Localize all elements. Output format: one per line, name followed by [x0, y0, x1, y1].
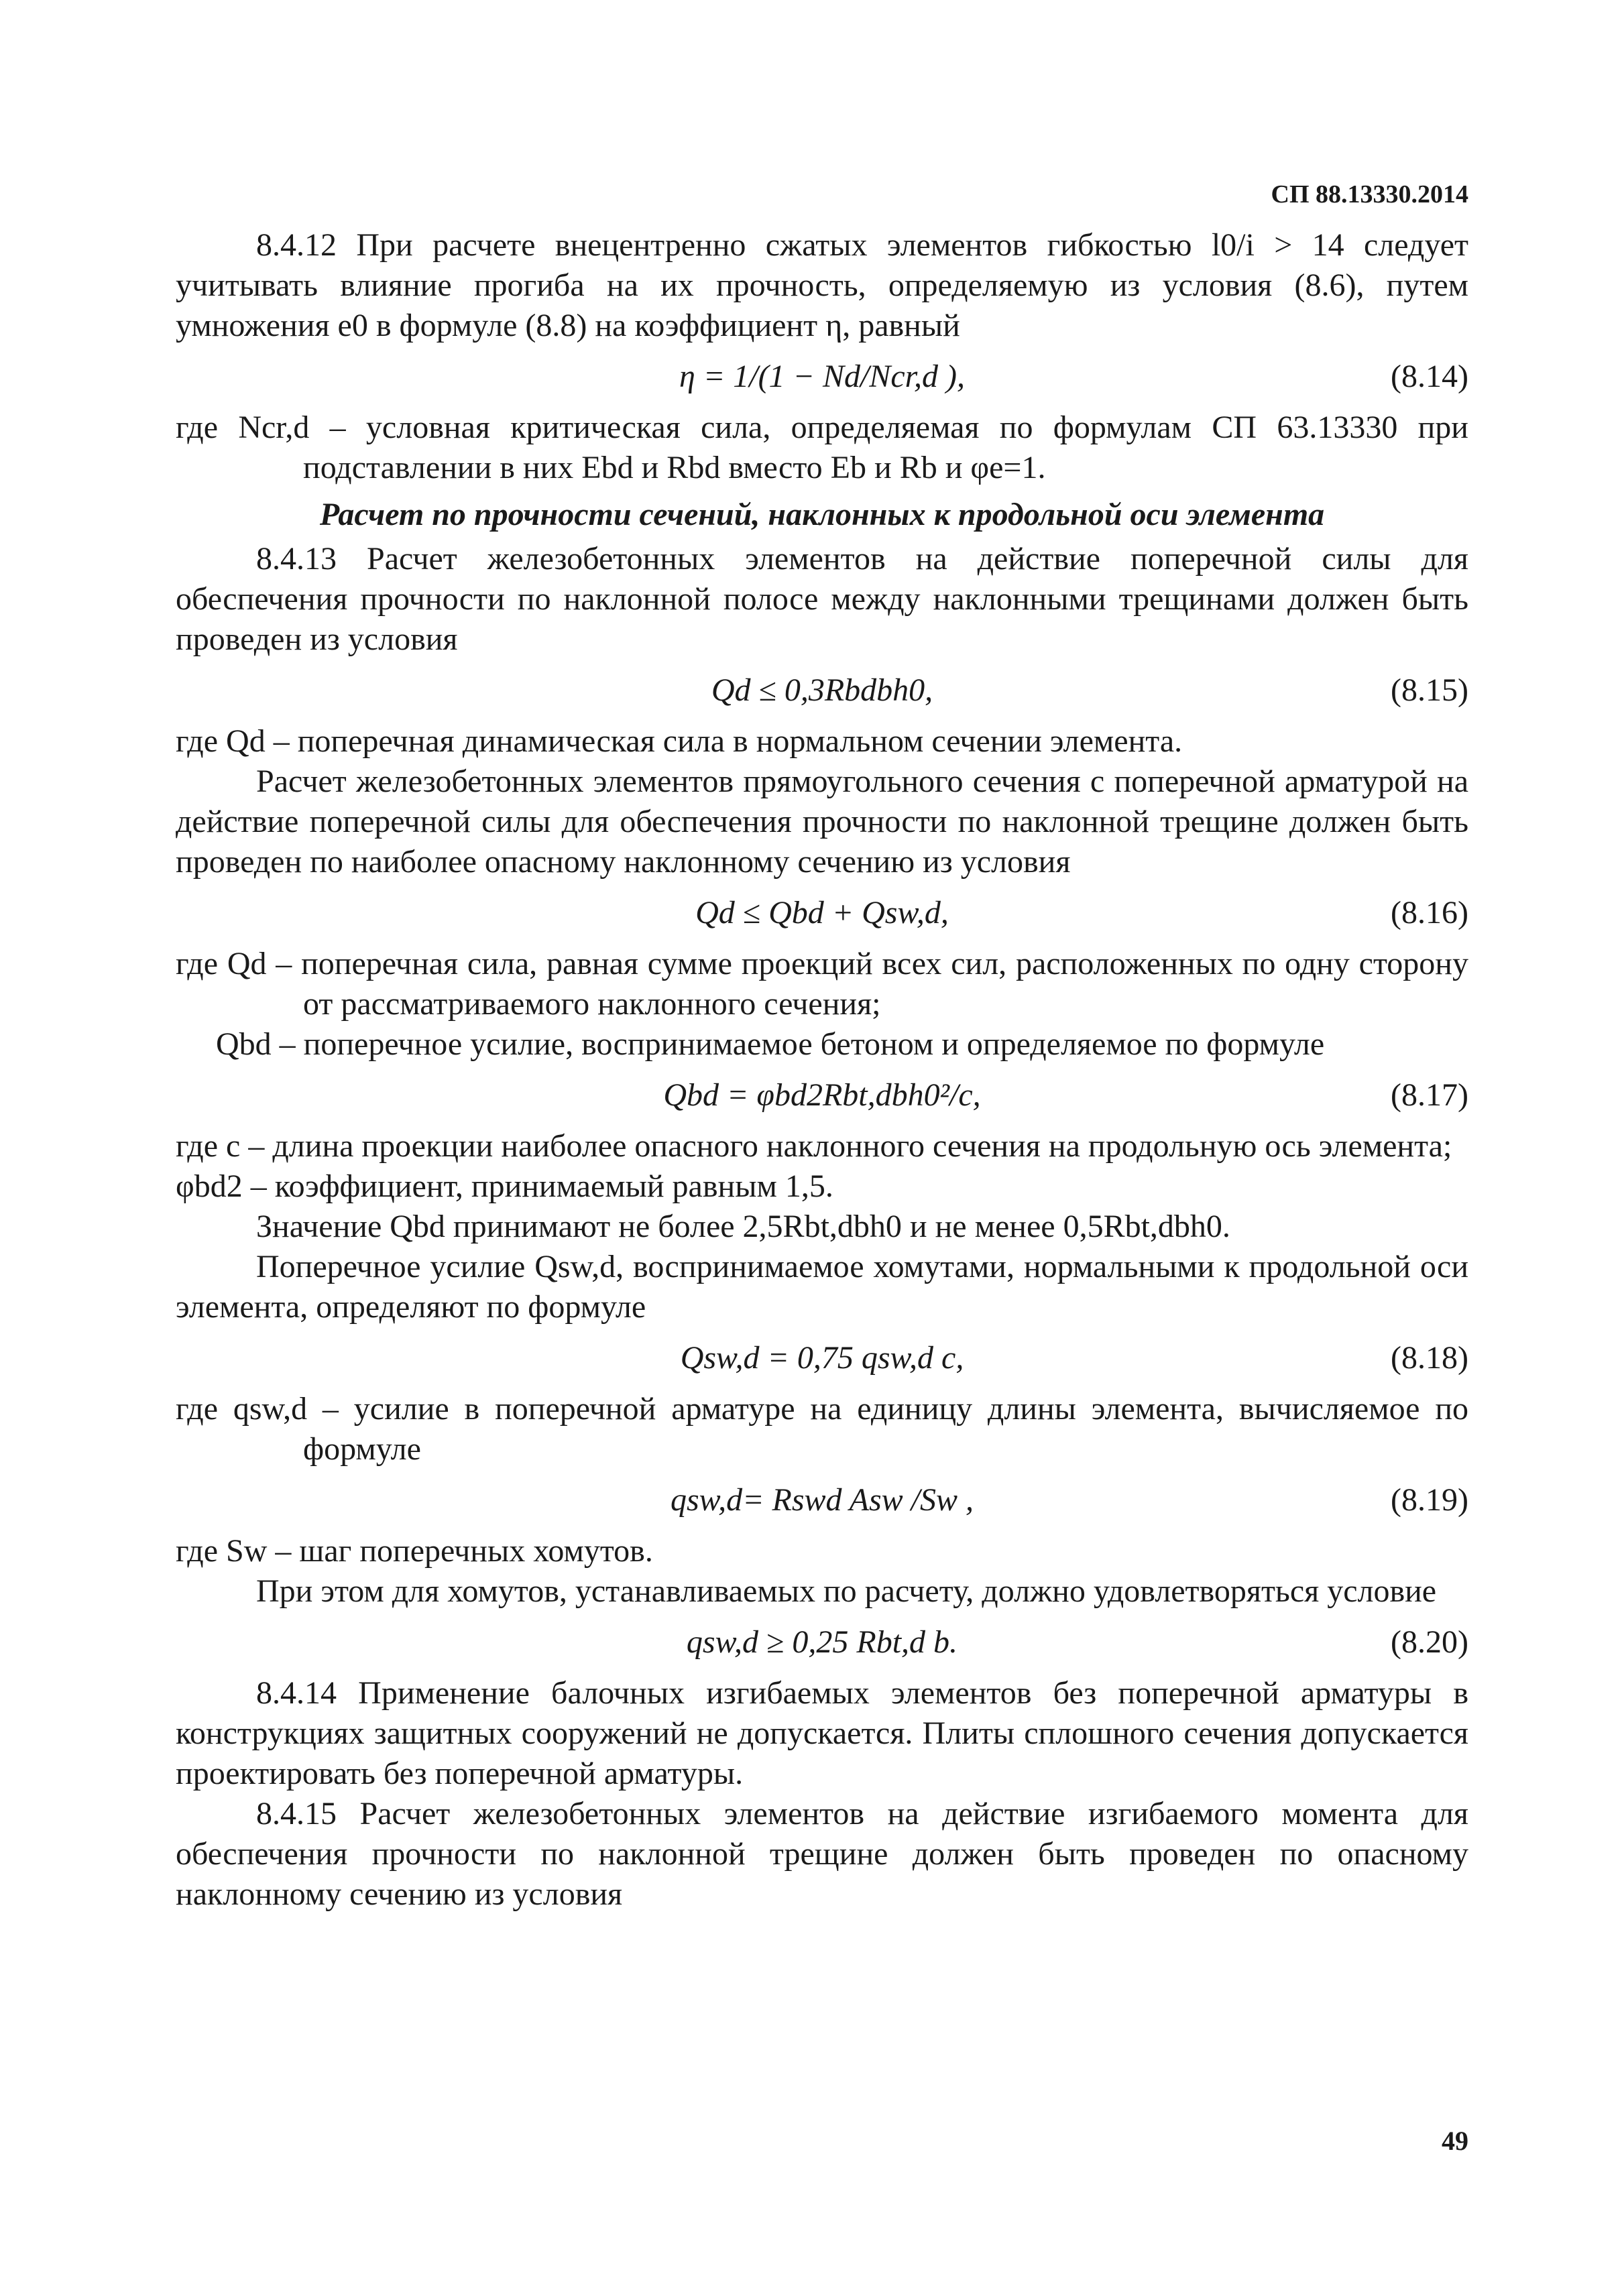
- paragraph-8-4-15: 8.4.15 Расчет железобетонных элементов на действие изгибаемого момента для обеспечения прочности по наклонной трещине должен быть проведен по опасному наклонному сечению из условия: [176, 1796, 1468, 1912]
- formula-expression: Qbd = φbd2Rbt,dbh0²/c,: [663, 1077, 981, 1113]
- formula-expression: qsw,d= Rswd Asw /Sw ,: [670, 1482, 974, 1518]
- formula-number: (8.16): [1391, 895, 1468, 930]
- section-heading: Расчет по прочности сечений, наклонных к продольной оси элемента: [319, 497, 1325, 532]
- formula-expression: Qd ≤ Qbd + Qsw,d,: [695, 895, 949, 930]
- formula-8-14: [176, 349, 1468, 405]
- formula-8-20: [176, 1614, 1468, 1671]
- formula-number: (8.18): [1391, 1340, 1468, 1376]
- page-number: 49: [1442, 2126, 1468, 2156]
- formula-expression: Qsw,d = 0,75 qsw,d c,: [680, 1340, 964, 1376]
- formula-8-18: [176, 1330, 1468, 1386]
- formula-expression: qsw,d ≥ 0,25 Rbt,d b.: [686, 1624, 958, 1660]
- where-clause-8-18: где qsw,d – усилие в поперечной арматуре на единицу длины элемента, вычисляемое по формуле: [176, 1391, 1468, 1467]
- where-clause-8-19: где Sw – шаг поперечных хомутов.: [176, 1533, 653, 1569]
- formula-number: (8.15): [1391, 672, 1468, 708]
- formula-expression: Qd ≤ 0,3Rbdbh0,: [711, 672, 933, 708]
- formula-number: (8.19): [1391, 1482, 1468, 1518]
- formula-8-16: [176, 885, 1468, 941]
- formula-expression: η = 1/(1 − Nd/Ncr,d ),: [679, 359, 965, 394]
- where-clause-8-16-qd: где Qd – поперечная сила, равная сумме проекций всех сил, расположенных по одну сторону от рассматриваемого наклонного сечения;: [176, 946, 1468, 1022]
- formula-8-17: [176, 1067, 1468, 1124]
- where-clause-8-15: где Qd – поперечная динамическая сила в нормальном сечении элемента.: [176, 723, 1183, 759]
- where-clause-8-17-c: где c – длина проекции наиболее опасного наклонного сечения на продольную ось элемента;: [176, 1128, 1452, 1164]
- paragraph-8-4-13: 8.4.13 Расчет железобетонных элементов на действие поперечной силы для обеспечения прочности по наклонной полосе между наклонными трещинами должен быть проведен из условия: [176, 541, 1468, 657]
- formula-8-15: [176, 662, 1468, 719]
- paragraph-stirrups: При этом для хомутов, устанавливаемых по расчету, должно удовлетворяться условие: [256, 1573, 1437, 1609]
- paragraph-8-4-14: 8.4.14 Применение балочных изгибаемых элементов без поперечной арматуры в конструкциях защитных сооружений не допускается. Плиты сплошного сечения допускается проектировать без поперечной арматуры.: [176, 1675, 1468, 1791]
- formula-number: (8.17): [1391, 1077, 1468, 1113]
- where-clause-8-16-qbd: Qbd – поперечное усилие, воспринимаемое бетоном и определяемое по формуле: [216, 1026, 1325, 1062]
- paragraph-qbd-limits: Значение Qbd принимают не более 2,5Rbt,dbh0 и не менее 0,5Rbt,dbh0.: [256, 1209, 1230, 1244]
- document-code-header: СП 88.13330.2014: [1271, 180, 1468, 208]
- where-clause-8-17-phi: φbd2 – коэффициент, принимаемый равным 1,5.: [176, 1168, 833, 1204]
- paragraph-8-4-12: 8.4.12 При расчете внецентренно сжатых элементов гибкостью l0/i > 14 следует учитывать влияние прогиба на их прочность, определяемую из условия (8.6), путем умножения e0 в формуле (8.8) на коэффициент η, равный: [176, 227, 1468, 343]
- paragraph-qsw: Поперечное усилие Qsw,d, воспринимаемое хомутами, нормальными к продольной оси элемента, определяют по формуле: [176, 1249, 1468, 1325]
- paragraph-rectangular-section: Расчет железобетонных элементов прямоугольного сечения с поперечной арматурой на действие поперечной силы для обеспечения прочности по наклонной трещине должен быть проведен по наиболее опасному наклонному сечению из условия: [176, 764, 1468, 880]
- formula-number: (8.14): [1391, 359, 1468, 394]
- page-content: [176, 225, 1468, 1915]
- formula-8-19: [176, 1472, 1468, 1528]
- where-clause-8-14: где Ncr,d – условная критическая сила, определяемая по формулам СП 63.13330 при подставлении в них Ebd и Rbd вместо Eb и Rb и φe=1.: [176, 410, 1468, 485]
- formula-number: (8.20): [1391, 1624, 1468, 1660]
